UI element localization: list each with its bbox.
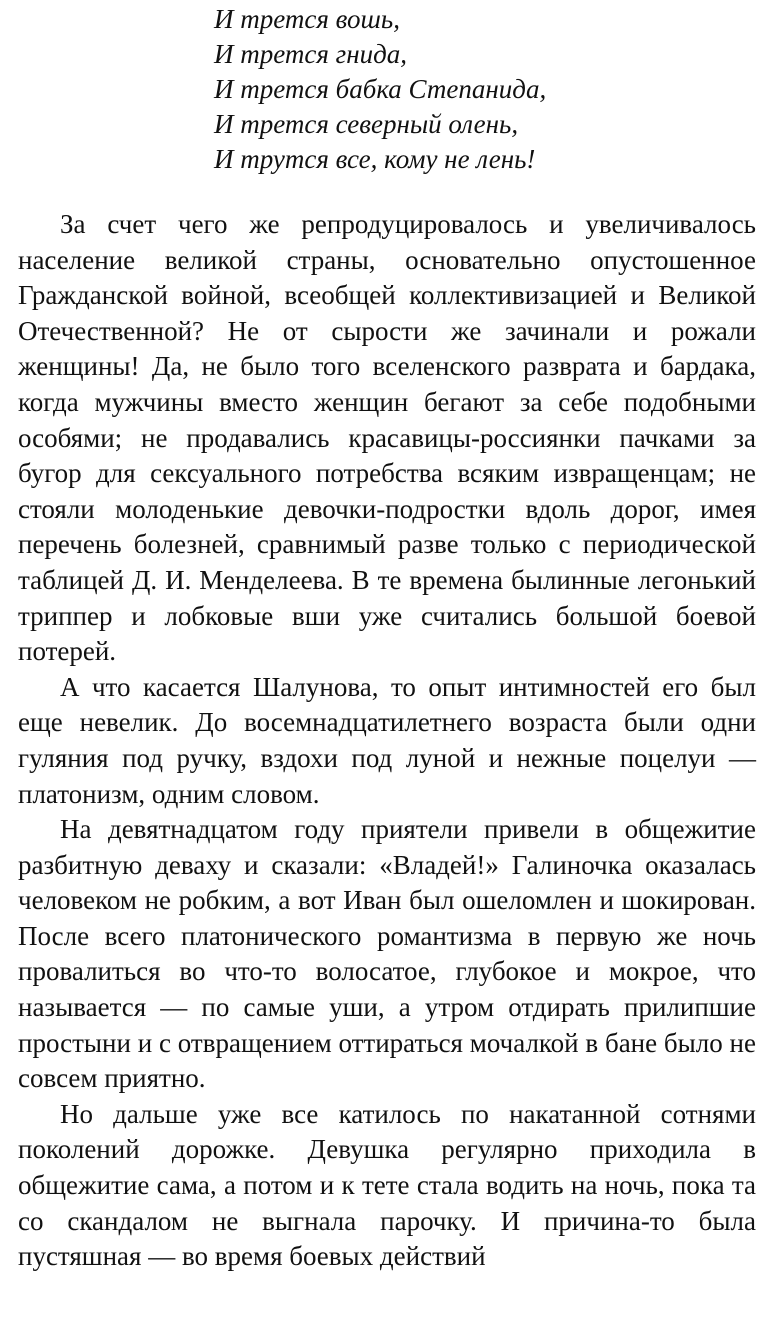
- paragraph: За счет чего же репродуцировалось и увеличивалось население великой страны, основательно опустошенное Гражданской войной, всеобщей коллективизацией и Великой Отечественной? Не от сырости же зачинали и рожали женщины! Да, не было того вселенского разврата и бардака, когда мужчины вместо женщин бегают за себе подобными особями; не продавались красавицы-россиянки пачками за бугор для сексуального потребства всяким извращенцам; не стояли молоденькие девочки-подростки вдоль дорог, имея перечень болезней, сравнимый разве только с периодической таблицей Д. И. Менделеева. В те времена былинные легонький триппер и лобковые вши уже считались большой боевой потерей.: [18, 209, 756, 667]
- poem-line: И трется северный олень,: [214, 109, 519, 139]
- poem-line: И трется гнида,: [214, 39, 407, 69]
- poem-line: И трется вошь,: [214, 4, 400, 34]
- body-text: [18, 207, 756, 1275]
- poem-line: И трутся все, кому не лень!: [214, 144, 536, 174]
- paragraph: На девятнадцатом году приятели привели в общежитие разбитную деваху и сказали: «Владей!» Галиночка оказалась человеком не робким, а вот Иван был ошеломлен и шокирован. После всего платонического романтизма в первую же ночь провалиться во что-то волосатое, глубокое и мокрое, что называется — по самые уши, а утром отдирать прилипшие простыни и с отвращением оттираться мочалкой в бане было не совсем приятно.: [18, 814, 756, 1094]
- poem-stanza: [18, 0, 756, 177]
- paragraph: Но дальше уже все катилось по накатанной сотнями поколений дорожке. Девушка регулярно приходила в общежитие сама, а потом и к тете стала водить на ночь, пока та со скандалом не выгнала парочку. И причина-то была пустяшная — во время боевых действий: [18, 1098, 756, 1272]
- poem-line: И трется бабка Степанида,: [214, 74, 547, 104]
- paragraph: А что касается Шалунова, то опыт интимностей его был еще невелик. До восемнадцатилетнего возраста были одни гуляния под ручку, вздохи под луной и нежные поцелуи — платонизм, одним словом.: [18, 671, 756, 809]
